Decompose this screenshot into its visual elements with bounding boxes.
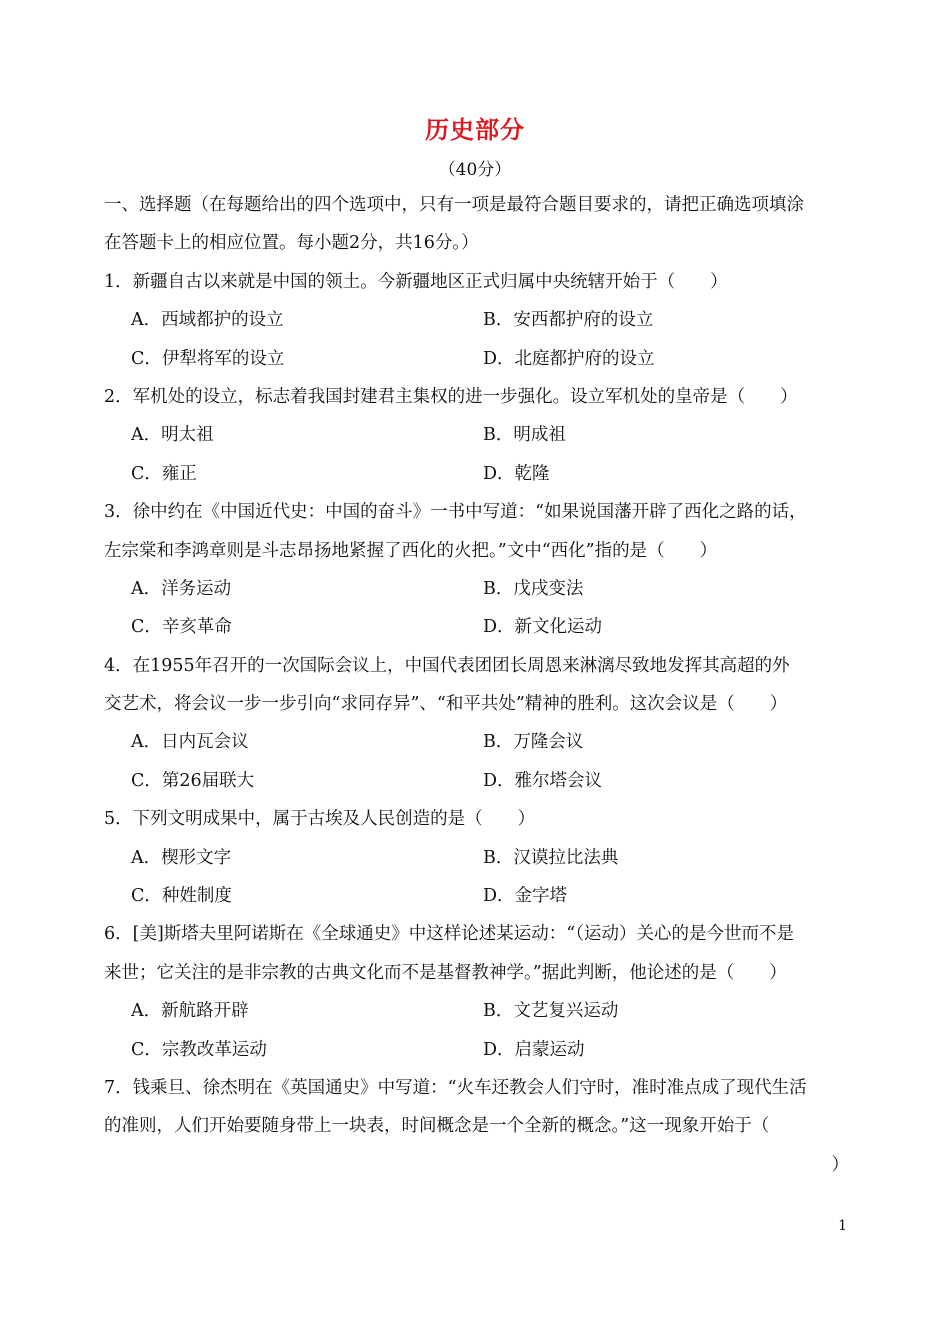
option-b: B．安西都护府的设立 <box>483 310 654 331</box>
option-c: C．辛亥革命 <box>131 617 232 638</box>
option-a: A．洋务运动 <box>131 578 232 599</box>
option-d: D．新文化运动 <box>483 617 603 638</box>
option-c: C．伊犁将军的设立 <box>131 348 285 369</box>
option-d: D．金字塔 <box>483 886 568 907</box>
option-c: C．宗教改革运动 <box>131 1039 267 1060</box>
option-c: C．雍正 <box>131 463 197 484</box>
option-b: B．明成祖 <box>483 425 566 446</box>
option-d: D．乾隆 <box>483 463 550 484</box>
option-row <box>104 839 849 877</box>
section-score: （40分） <box>438 160 512 180</box>
section-title: 历史部分 <box>425 115 525 144</box>
option-a: A．明太祖 <box>131 425 214 446</box>
option-a: A．楔形文字 <box>131 847 232 868</box>
option-a: A．新航路开辟 <box>131 1001 249 1022</box>
option-d: D．雅尔塔会议 <box>483 770 603 791</box>
question-text: 4．在1955年召开的一次国际会议上，中国代表团团长周恩来淋漓尽致地发挥其高超的外 <box>104 655 790 676</box>
question-text: 5．下列文明成果中，属于古埃及人民创造的是（ ） <box>104 809 536 830</box>
option-b: B．汉谟拉比法典 <box>483 847 619 868</box>
question-text: 2．军机处的设立，标志着我国封建君主集权的进一步强化。设立军机处的皇帝是（ ） <box>104 386 798 407</box>
option-b: B．万隆会议 <box>483 732 584 753</box>
option-row <box>104 301 849 339</box>
option-row <box>104 1031 849 1069</box>
question-text: 来世；它关注的是非宗教的古典文化而不是基督教神学。”据此判断，他论述的是（ ） <box>104 962 787 983</box>
option-row <box>104 340 849 378</box>
option-d: D．启蒙运动 <box>483 1039 585 1060</box>
option-c: C．种姓制度 <box>131 886 232 907</box>
option-row <box>104 570 849 608</box>
option-row <box>104 608 849 646</box>
page-number: 1 <box>838 1218 847 1234</box>
option-row <box>104 416 849 454</box>
question-text: 7．钱乘旦、徐杰明在《英国通史》中写道：“火车还教会人们守时，准时准点成了现代生活 <box>104 1077 807 1098</box>
option-row <box>104 762 849 800</box>
question-list <box>104 186 849 1184</box>
option-row <box>104 455 849 493</box>
option-row <box>104 992 849 1030</box>
question-text: 左宗棠和李鸿章则是斗志昂扬地紧握了西化的火把。”文中“西化”指的是（ ） <box>104 540 718 561</box>
question-text: 6．[美]斯塔夫里阿诺斯在《全球通史》中这样论述某运动：“（运动）关心的是今世而不是 <box>104 924 794 945</box>
option-b: B．文艺复兴运动 <box>483 1001 619 1022</box>
question-text: 3．徐中约在《中国近代史：中国的奋斗》一书中写道：“如果说国藩开辟了西化之路的话， <box>104 502 807 523</box>
option-b: B．戊戌变法 <box>483 578 584 599</box>
option-a: A．日内瓦会议 <box>131 732 249 753</box>
question-text: 的准则，人们开始要随身带上一块表，时间概念是一个全新的概念。”这一现象开始于（ <box>104 1116 770 1137</box>
answer-bracket-close: ） <box>831 1154 849 1175</box>
option-row <box>104 723 849 761</box>
question-text: 交艺术，将会议一步一步引向“求同存异”、“和平共处”精神的胜利。这次会议是（ ） <box>104 694 788 715</box>
option-row <box>104 877 849 915</box>
question-text: 1．新疆自古以来就是中国的领土。今新疆地区正式归属中央统辖开始于（ ） <box>104 271 728 292</box>
instructions-line: 在答题卡上的相应位置。每小题2分，共16分。） <box>104 233 479 254</box>
option-d: D．北庭都护府的设立 <box>483 348 655 369</box>
option-a: A．西域都护的设立 <box>131 310 284 331</box>
option-c: C．第26届联大 <box>131 770 255 791</box>
instructions-line: 一、选择题（在每题给出的四个选项中，只有一项是最符合题目要求的，请把正确选项填涂 <box>104 195 804 215</box>
